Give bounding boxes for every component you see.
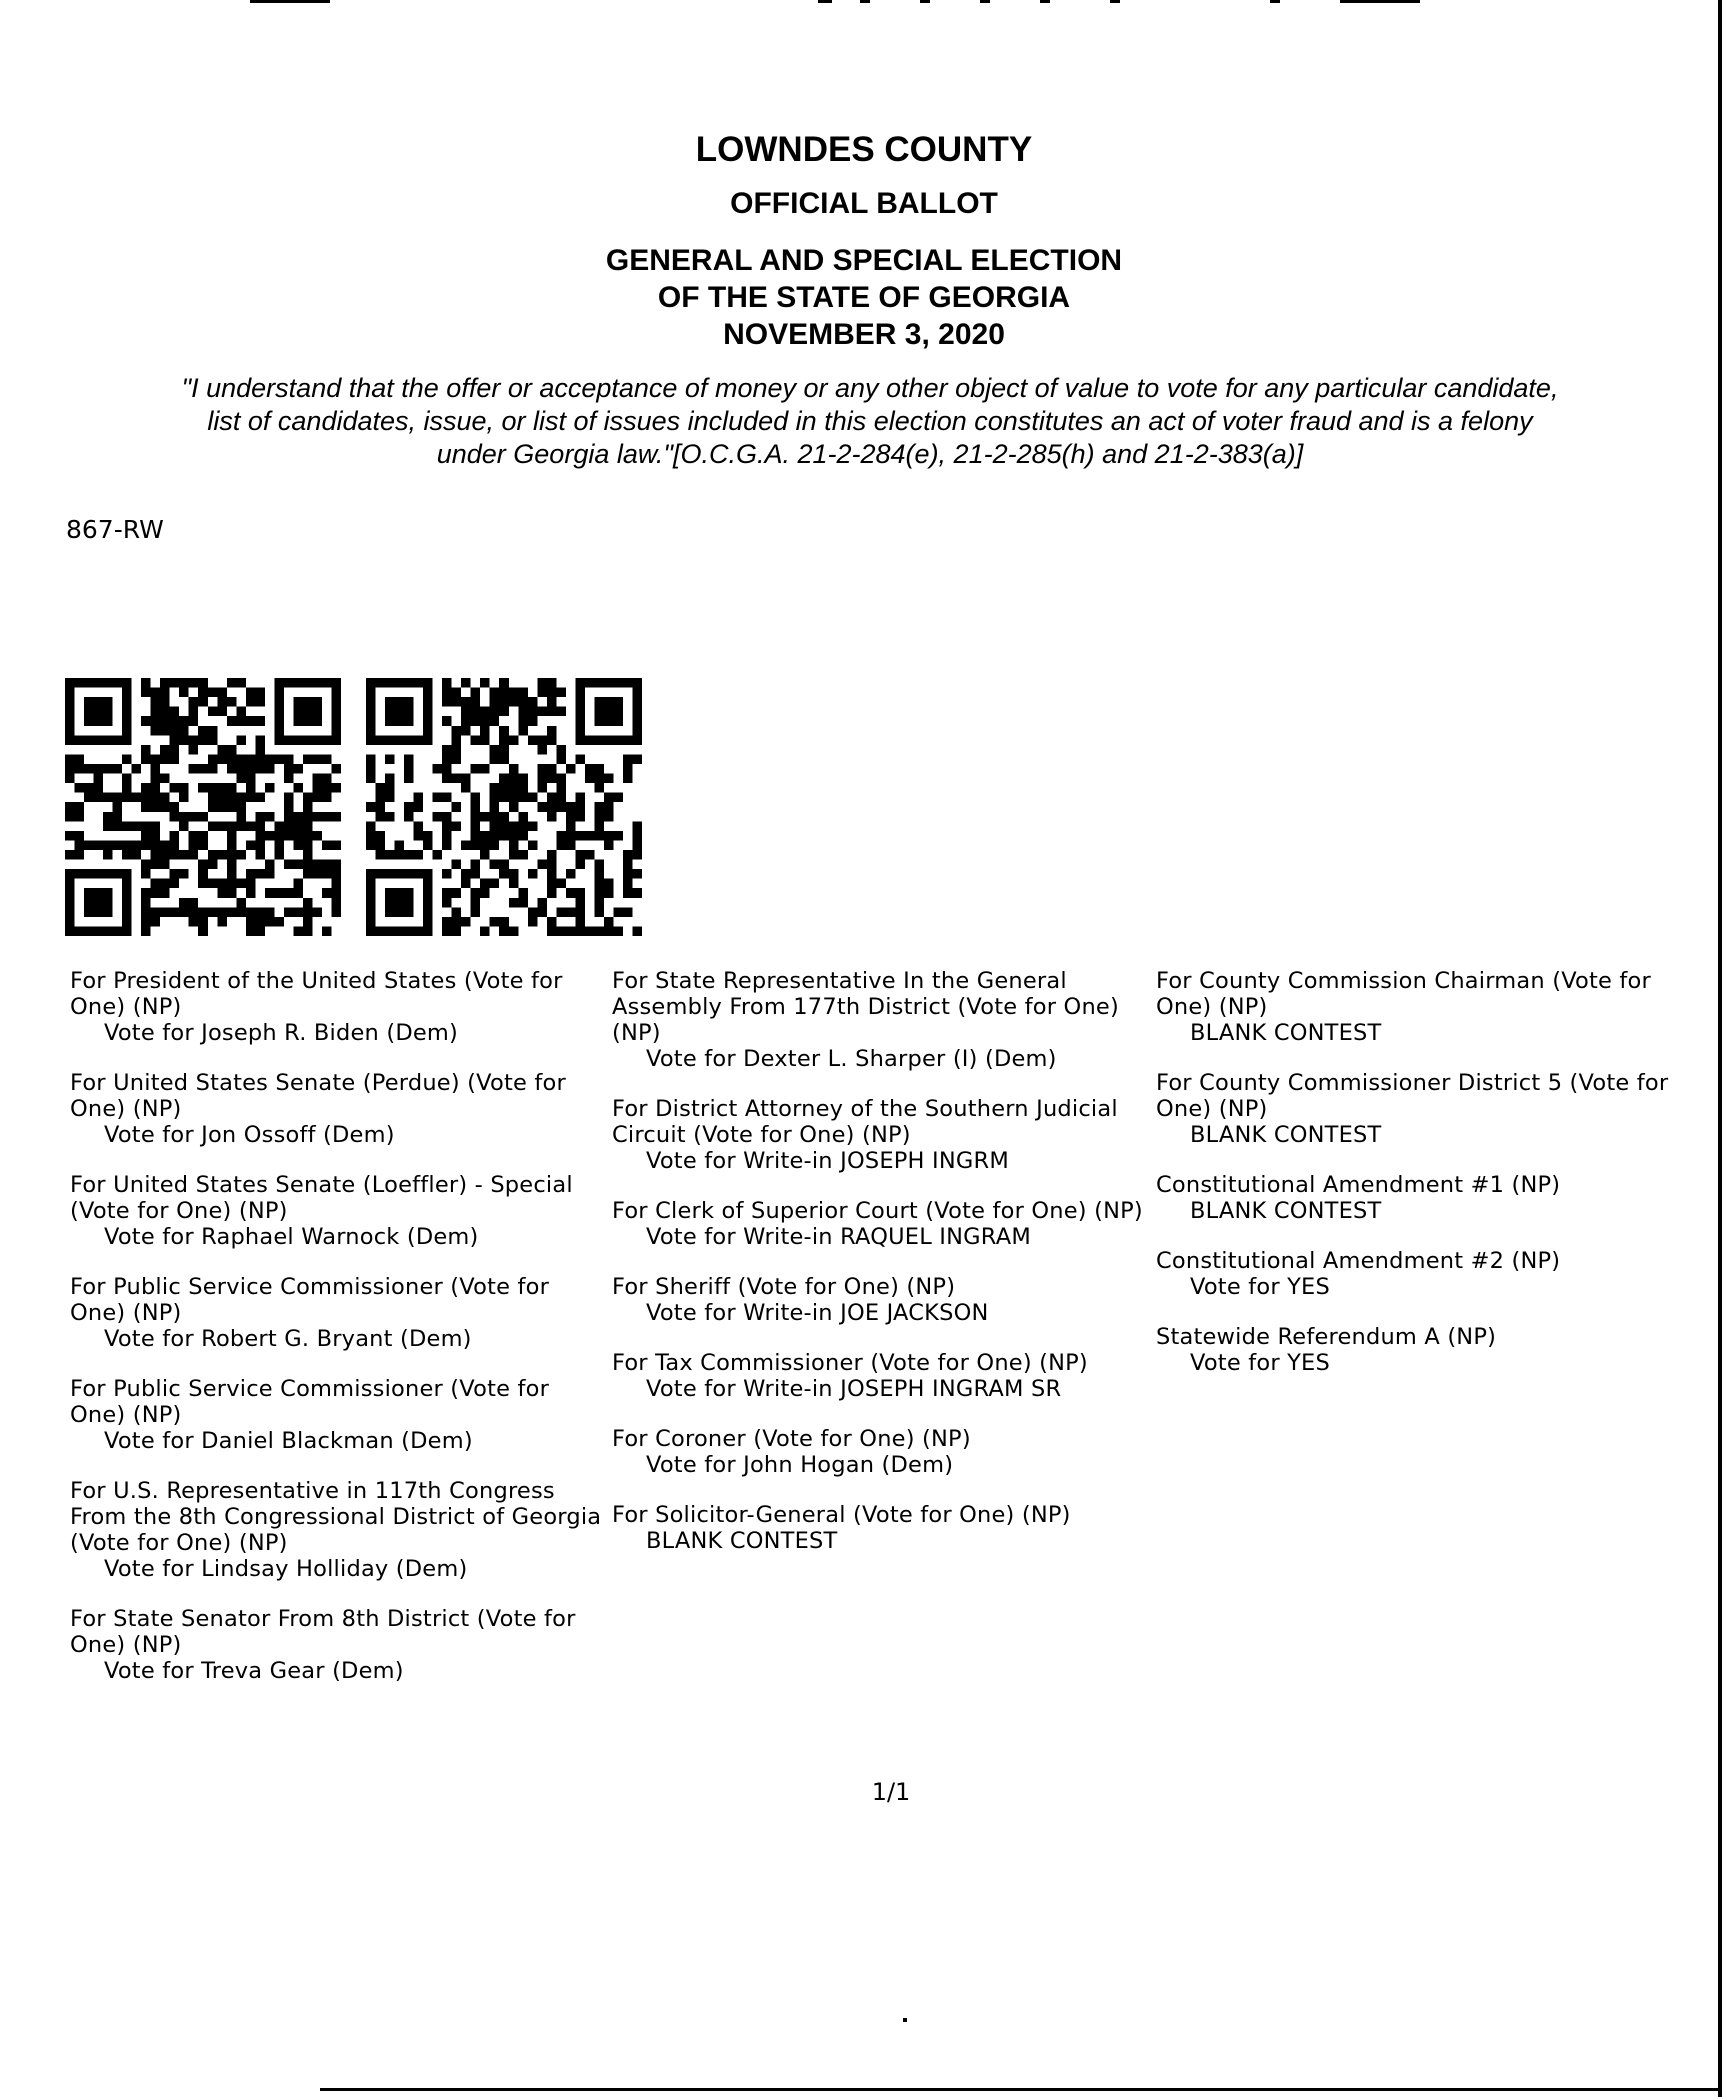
contest-title: For Tax Commissioner (Vote for One) (NP) (612, 1350, 1088, 1376)
contest-selection: Vote for Treva Gear (Dem) (104, 1658, 404, 1684)
county-title: LOWNDES COUNTY (695, 130, 1033, 169)
contest-title: For United States Senate (Loeffler) - Special (Vote for One) (NP) (70, 1172, 573, 1224)
page-number: 1/1 (871, 1778, 911, 1806)
scan-speck (903, 2018, 907, 2022)
contest-selection: Vote for Dexter L. Sharper (I) (Dem) (646, 1046, 1057, 1072)
contest-block (612, 968, 1152, 1072)
contest-title: For County Commission Chairman (Vote for One) (NP) (1156, 968, 1651, 1020)
contest-selection: Vote for YES (1190, 1350, 1330, 1376)
contest-block (70, 1478, 610, 1582)
contest-selection: BLANK CONTEST (646, 1528, 838, 1554)
contest-block (1156, 1070, 1676, 1148)
scan-edge-bottom (320, 2088, 1718, 2091)
contest-title: For Sheriff (Vote for One) (NP) (612, 1274, 956, 1300)
ballot-type: OFFICIAL BALLOT (730, 187, 998, 220)
contest-selection: Vote for YES (1190, 1274, 1330, 1300)
ballot-header (0, 128, 1728, 353)
qr-code-icon (65, 678, 341, 936)
contest-title: Constitutional Amendment #2 (NP) (1156, 1248, 1561, 1274)
contest-selection: Vote for Robert G. Bryant (Dem) (104, 1326, 472, 1352)
contest-selection: Vote for Write-in JOE JACKSON (646, 1300, 989, 1326)
contest-block (612, 1350, 1152, 1402)
contest-column-2 (612, 968, 1152, 1578)
contest-block (612, 1198, 1152, 1250)
contest-title: For State Senator From 8th District (Vote for One) (NP) (70, 1606, 576, 1658)
contest-block (1156, 968, 1676, 1046)
contest-block (612, 1426, 1152, 1478)
contest-block (1156, 1172, 1676, 1224)
contest-selection: Vote for Daniel Blackman (Dem) (104, 1428, 473, 1454)
contest-title: For Public Service Commissioner (Vote for One) (NP) (70, 1274, 550, 1326)
qr-code-icon (366, 678, 642, 936)
contest-selection: Vote for Lindsay Holliday (Dem) (104, 1556, 468, 1582)
contest-title: Constitutional Amendment #1 (NP) (1156, 1172, 1561, 1198)
contest-selection: Vote for Write-in JOSEPH INGRM (646, 1148, 1009, 1174)
oath-line: list of candidates, issue, or list of issues included in this election constitutes an act of voter fraud and is a felony (207, 406, 1533, 436)
contest-block (70, 968, 610, 1046)
contest-block (612, 1274, 1152, 1326)
contest-title: For Solicitor-General (Vote for One) (NP) (612, 1502, 1071, 1528)
contest-selection: BLANK CONTEST (1190, 1122, 1382, 1148)
scan-edge-marks (0, 0, 1728, 6)
contest-title: Statewide Referendum A (NP) (1156, 1324, 1497, 1350)
oath-line: under Georgia law."[O.C.G.A. 21-2-284(e), 21-2-285(h) and 21-2-383(a)] (436, 439, 1304, 469)
contest-title: For President of the United States (Vote for One) (NP) (70, 968, 563, 1020)
contest-block (612, 1502, 1152, 1554)
contest-column-3 (1156, 968, 1676, 1400)
contest-block (70, 1172, 610, 1250)
contest-selection: Vote for Write-in RAQUEL INGRAM (646, 1224, 1031, 1250)
contest-block (612, 1096, 1152, 1174)
election-title-line1: GENERAL AND SPECIAL ELECTION (605, 244, 1123, 277)
contest-title: For United States Senate (Perdue) (Vote for One) (NP) (70, 1070, 566, 1122)
contest-selection: BLANK CONTEST (1190, 1020, 1382, 1046)
contest-title: For Public Service Commissioner (Vote for One) (NP) (70, 1376, 550, 1428)
contest-title: For Coroner (Vote for One) (NP) (612, 1426, 971, 1452)
contest-title: For U.S. Representative in 117th Congress From the 8th Congressional District of Georgia (Vote for One) (NP) (70, 1478, 602, 1556)
contest-selection: BLANK CONTEST (1190, 1198, 1382, 1224)
contest-selection: Vote for Raphael Warnock (Dem) (104, 1224, 479, 1250)
contest-title: For District Attorney of the Southern Judicial Circuit (Vote for One) (NP) (612, 1096, 1118, 1148)
contest-selection: Vote for John Hogan (Dem) (646, 1452, 954, 1478)
contest-selection: Vote for Write-in JOSEPH INGRAM SR (646, 1376, 1062, 1402)
voter-fraud-oath (70, 372, 1670, 471)
contest-title: For Clerk of Superior Court (Vote for One) (NP) (612, 1198, 1143, 1224)
election-title-line2: OF THE STATE OF GEORGIA (657, 281, 1071, 314)
contest-block (1156, 1324, 1676, 1376)
contest-block (70, 1070, 610, 1148)
contest-block (70, 1606, 610, 1684)
contest-block (70, 1274, 610, 1352)
contest-block (1156, 1248, 1676, 1300)
contest-block (70, 1376, 610, 1454)
contest-title: For County Commissioner District 5 (Vote for One) (NP) (1156, 1070, 1669, 1122)
ballot-code: 867-RW (66, 515, 164, 544)
contest-selection: Vote for Jon Ossoff (Dem) (104, 1122, 395, 1148)
election-date: NOVEMBER 3, 2020 (723, 318, 1005, 351)
contest-title: For State Representative In the General Assembly From 177th District (Vote for One) (NP) (612, 968, 1119, 1046)
oath-line: "I understand that the offer or acceptance of money or any other object of value to vote for any particular candidate, (181, 373, 1559, 403)
contest-selection: Vote for Joseph R. Biden (Dem) (104, 1020, 458, 1046)
contest-column-1 (70, 968, 610, 1708)
